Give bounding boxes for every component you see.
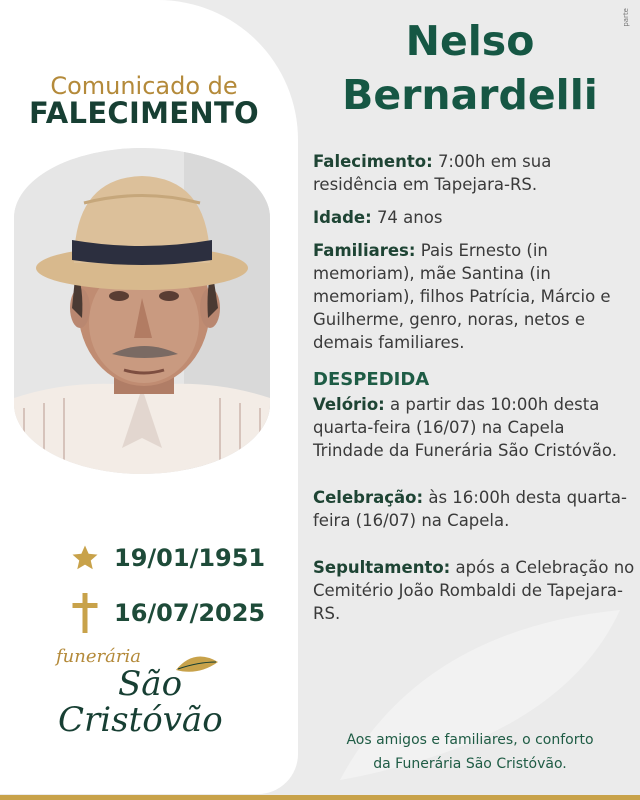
logo-funeraria-text: funerária xyxy=(56,646,141,667)
brand-badge: parte xyxy=(622,8,630,27)
despedida-heading: DESPEDIDA xyxy=(313,369,430,390)
first-name: Nelso xyxy=(405,17,535,65)
falecimento-paragraph xyxy=(313,150,635,196)
idade-paragraph xyxy=(313,206,635,229)
idade-label: Idade: xyxy=(313,208,372,227)
velorio-paragraph xyxy=(313,393,635,462)
idade-text: 74 anos xyxy=(376,208,443,227)
sepultamento-text: após a Celebração no Cemitério João Rombaldi de Tapejara-RS. xyxy=(313,558,635,623)
celebracao-paragraph xyxy=(313,486,635,532)
comunicado-heading: Comunicado de xyxy=(50,72,238,100)
familiares-text: Pais Ernesto (in memoriam), mãe Santina (in memoriam), filhos Patrícia, Márcio e Guilherme, genro, noras, netos e demais familiares. xyxy=(313,241,611,352)
closing-line-1: Aos amigos e familiares, o conforto xyxy=(346,732,594,748)
sepultamento-paragraph xyxy=(313,556,635,625)
sepultamento-label: Sepultamento: xyxy=(313,558,451,577)
velorio-text: a partir das 10:00h desta quarta-feira (16/07) na Capela Trindade da Funerária São Cristóvão. xyxy=(313,395,617,460)
bottom-accent-line xyxy=(0,795,640,800)
celebracao-label: Celebração: xyxy=(313,488,424,507)
velorio-label: Velório: xyxy=(313,395,385,414)
dates-block xyxy=(66,530,296,640)
celebracao-text: às 16:00h desta quarta-feira (16/07) na Capela. xyxy=(313,488,627,530)
death-row xyxy=(66,585,296,640)
deceased-name xyxy=(300,14,640,122)
portrait-illustration xyxy=(14,148,270,474)
falecimento-heading: FALECIMENTO xyxy=(29,96,259,130)
falecimento-text: 7:00h em sua residência em Tapejara-RS. xyxy=(313,152,552,194)
familiares-paragraph xyxy=(313,239,635,354)
death-date: 16/07/2025 xyxy=(114,598,266,627)
closing-message xyxy=(300,728,640,776)
logo-cristovao-text: Cristóvão xyxy=(58,700,223,740)
last-name: Bernardelli xyxy=(342,71,598,119)
falecimento-label: Falecimento: xyxy=(313,152,433,171)
logo-sao-text: São xyxy=(118,664,183,704)
birth-row xyxy=(66,530,296,585)
birth-date: 19/01/1951 xyxy=(114,543,266,572)
familiares-label: Familiares: xyxy=(313,241,416,260)
star-icon xyxy=(66,543,104,573)
cross-icon xyxy=(66,593,104,633)
person-photo xyxy=(14,148,270,474)
funeraria-logo xyxy=(56,646,246,756)
info-column xyxy=(313,150,635,635)
closing-line-2: da Funerária São Cristóvão. xyxy=(373,756,567,772)
